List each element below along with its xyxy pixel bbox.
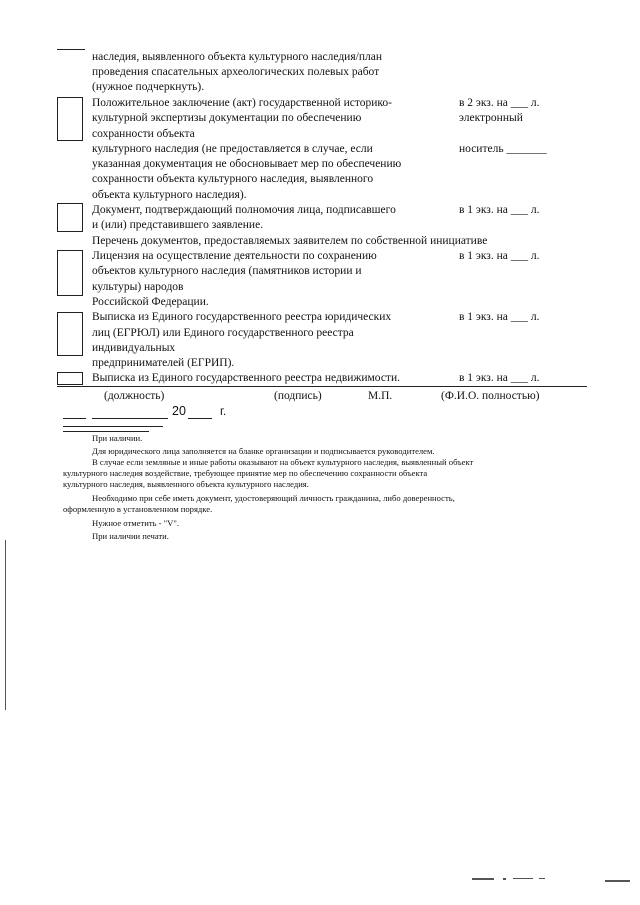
table-bottom-rule xyxy=(57,386,587,387)
block1-line-2: проведения спасательных археологических полевых работ xyxy=(92,66,380,78)
scan-edge-line xyxy=(5,540,6,710)
egrul-copies: в 1 экз. на ___ л. xyxy=(459,311,540,323)
footnote-6: При наличии печати. xyxy=(92,531,169,541)
license-line-1: Лицензия на осуществление деятельности по сохранению xyxy=(92,250,377,262)
footnote-4-line-2: оформленную в установленном порядке. xyxy=(63,504,213,514)
expertise-carrier: носитель _______ xyxy=(459,143,547,155)
authority-checkbox[interactable] xyxy=(57,203,83,232)
signature-sign-label: (подпись) xyxy=(274,390,322,402)
egrul-line-4: предпринимателей (ЕГРИП). xyxy=(92,357,235,369)
footnote-4-line-1: Необходимо при себе иметь документ, удостоверяющий личность гражданина, либо доверенность, xyxy=(92,493,455,503)
footnote-3-line-1: В случае если земляные и иные работы оказывают на объект культурного наследия, выявленный объект xyxy=(92,457,474,467)
expertise-line-5: указанная документация не обосновывает мер по обеспечению xyxy=(92,158,402,170)
authority-line-2: и (или) представившего заявление. xyxy=(92,219,264,231)
top-dash xyxy=(57,49,85,50)
scan-artifact-4 xyxy=(539,878,545,879)
block1-line-3: (нужное подчеркнуть). xyxy=(92,81,205,93)
authority-line-1: Документ, подтверждающий полномочия лица, подписавшего xyxy=(92,204,396,216)
footnote-1: При наличии. xyxy=(92,433,143,443)
signature-stamp-label: М.П. xyxy=(368,390,393,402)
egrul-line-2: лиц (ЕГРЮЛ) или Единого государственного реестра xyxy=(92,327,354,339)
expertise-line-3: сохранности объекта xyxy=(92,128,195,140)
footnote-5: Нужное отметить - "V". xyxy=(92,518,180,528)
date-year-blank xyxy=(188,418,212,419)
expertise-line-4: культурного наследия (не предоставляется в случае, если xyxy=(92,143,373,155)
egrn-checkbox[interactable] xyxy=(57,372,83,385)
egrul-line-1: Выписка из Единого государственного реестра юридических xyxy=(92,311,392,323)
expertise-copies: в 2 экз. на ___ л. xyxy=(459,97,540,109)
date-month-blank xyxy=(92,418,168,419)
license-line-3: культуры) народов xyxy=(92,281,184,293)
block1-line-1: наследия, выявленного объекта культурного наследия/план xyxy=(92,51,382,63)
expertise-line-6: сохранности объекта культурного наследия, выявленного xyxy=(92,173,374,185)
expertise-line-2: культурной экспертизы документации по обеспечению xyxy=(92,112,362,124)
egrn-text: Выписка из Единого государственного реестра недвижимости. xyxy=(92,372,400,384)
scan-artifact-2 xyxy=(503,878,506,880)
license-copies: в 1 экз. на ___ л. xyxy=(459,250,540,262)
date-year-prefix: 20 xyxy=(172,404,186,418)
scan-artifact-1 xyxy=(472,878,494,880)
expertise-line-7: объекта культурного наследия). xyxy=(92,189,247,201)
egrul-line-3: индивидуальных xyxy=(92,342,176,354)
signature-position-label: (должность) xyxy=(104,390,165,402)
license-checkbox[interactable] xyxy=(57,250,83,296)
date-day-blank xyxy=(63,418,86,419)
egrn-copies: в 1 экз. на ___ л. xyxy=(459,372,540,384)
date-year-suffix: г. xyxy=(220,404,227,418)
scan-artifact-5 xyxy=(605,880,630,882)
footnote-separator-2 xyxy=(63,431,149,432)
footnote-separator xyxy=(63,426,163,427)
signature-fullname-label: (Ф.И.О. полностью) xyxy=(441,390,540,402)
expertise-electronic: электронный xyxy=(459,112,523,124)
footnote-2: Для юридического лица заполняется на бланке организации и подписывается руководителем. xyxy=(92,446,435,456)
license-line-2: объектов культурного наследия (памятников истории и xyxy=(92,265,362,277)
expertise-line-1: Положительное заключение (акт) государственной историко- xyxy=(92,97,392,109)
own-initiative-heading: Перечень документов, предоставляемых заявителем по собственной инициативе xyxy=(92,235,488,247)
footnote-3-line-3: культурного наследия, выявленного объекта культурного наследия. xyxy=(63,479,309,489)
footnote-3-line-2: культурного наследия воздействие, требующее принятие мер по обеспечению сохранности объекта xyxy=(63,468,428,478)
expertise-checkbox[interactable] xyxy=(57,97,83,141)
scan-artifact-3 xyxy=(513,878,533,879)
license-line-4: Российской Федерации. xyxy=(92,296,209,308)
authority-copies: в 1 экз. на ___ л. xyxy=(459,204,540,216)
egrul-checkbox[interactable] xyxy=(57,312,83,356)
